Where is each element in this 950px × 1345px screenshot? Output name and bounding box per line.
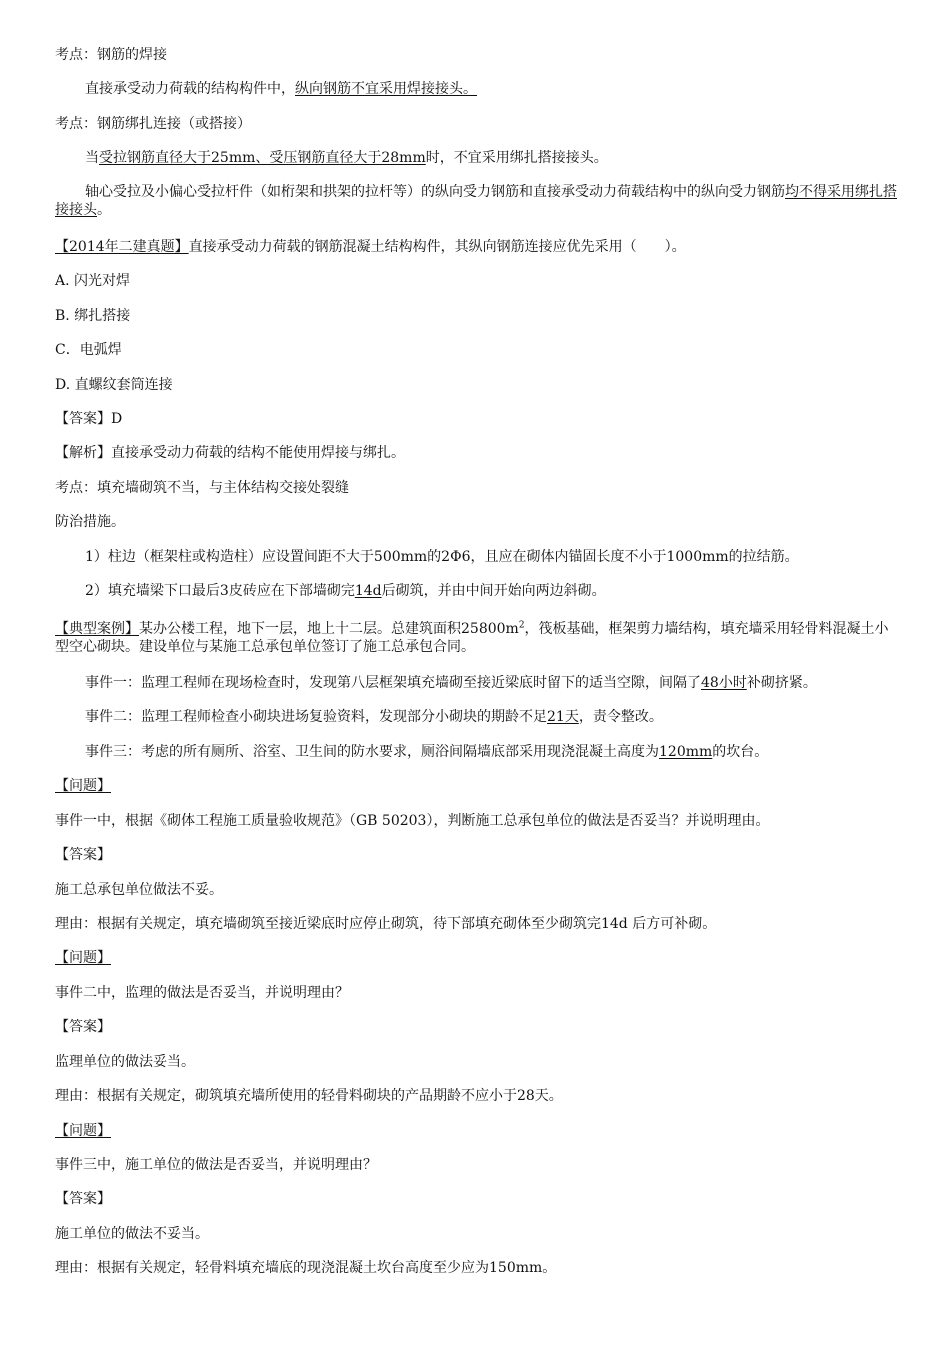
binding-rule-1 — [85, 149, 900, 167]
prevention-item-2 — [85, 582, 900, 600]
answer-1 — [55, 881, 900, 899]
question-1-text: 事件一中，根据《砌体工程施工质量验收规范》（GB 50203），判断施工总承包单位的做法是否妥当？并说明理由。 — [55, 813, 770, 829]
prevention-item-2-pre: 2）填充墙梁下口最后3皮砖应在下部墙砌完 — [85, 583, 355, 599]
answer-tag-2-text: 【答案】 — [55, 1019, 111, 1035]
question-3 — [55, 1156, 900, 1174]
exam-question-stem: 直接承受动力荷载的钢筋混凝土结构构件，其纵向钢筋连接应优先采用（ ）。 — [188, 239, 686, 255]
question-tag-3-text: 【问题】 — [55, 1123, 111, 1139]
exam-analysis-tag: 【解析】 — [55, 445, 111, 461]
exam-analysis — [55, 444, 900, 462]
welding-rule — [85, 80, 900, 98]
binding-rule-2-pre: 轴心受拉及小偏心受拉杆件（如桁架和拱架的拉杆等）的纵向受力钢筋和直接承受动力荷载结构中的纵向受力钢筋 — [85, 184, 785, 200]
question-tag-2 — [55, 949, 900, 967]
event-1-post: 补砌挤紧。 — [746, 675, 817, 691]
point-heading-welding — [55, 46, 900, 64]
reason-1-text: 理由：根据有关规定，填充墙砌筑至接近梁底时应停止砌筑，待下部填充砌体至少砌筑完14d 后方可补砌。 — [55, 916, 717, 932]
option-a-text: A. 闪光对焊 — [55, 273, 131, 289]
event-3-underlined: 120mm — [659, 744, 713, 760]
option-b-text: B. 绑扎搭接 — [55, 308, 131, 324]
question-tag-1-text: 【问题】 — [55, 778, 111, 794]
option-c — [55, 341, 900, 359]
prevention-item-2-underlined: 14d — [354, 583, 382, 599]
point-heading-binding-text: 考点：钢筋绑扎连接（或搭接） — [55, 116, 251, 132]
prevention-item-1-text: 1）柱边（框架柱或构造柱）应设置间距不大于500mm的2Φ6，且应在砌体内锚固长度不小于1000mm的拉结筋。 — [85, 549, 799, 565]
answer-2-text: 监理单位的做法妥当。 — [55, 1054, 195, 1070]
answer-tag-1-text: 【答案】 — [55, 847, 111, 863]
question-tag-2-text: 【问题】 — [55, 950, 111, 966]
event-3-post: 的坎台。 — [712, 744, 769, 760]
welding-rule-text: 直接承受动力荷载的结构构件中， — [85, 81, 295, 97]
reason-1 — [55, 915, 900, 933]
exam-answer — [55, 410, 900, 428]
event-3 — [85, 743, 900, 761]
case-intro — [55, 620, 900, 656]
case-tag: 【典型案例】 — [55, 621, 139, 637]
answer-tag-1 — [55, 846, 900, 864]
exam-analysis-text: 直接承受动力荷载的结构不能使用焊接与绑扎。 — [111, 445, 405, 461]
event-2-pre: 事件二：监理工程师检查小砌块进场复验资料，发现部分小砌块的期龄不足 — [85, 709, 547, 725]
exam-question — [55, 238, 900, 256]
binding-rule-2-underlined: 均不得采用绑扎搭接接头 — [55, 184, 897, 218]
question-3-text: 事件三中，施工单位的做法是否妥当，并说明理由？ — [55, 1157, 377, 1173]
exam-question-tag: 【2014年二建真题】 — [55, 239, 189, 255]
event-2 — [85, 708, 900, 726]
event-2-underlined: 21天 — [547, 709, 579, 725]
prevention-item-1 — [85, 548, 900, 566]
option-d — [55, 376, 900, 394]
binding-rule-1-underlined: 受拉钢筋直径大于25mm、受压钢筋直径大于28mm — [99, 150, 426, 166]
question-tag-1 — [55, 777, 900, 795]
point-heading-infill — [55, 479, 900, 497]
option-a — [55, 272, 900, 290]
prevention-heading — [55, 513, 900, 531]
event-1-underlined: 48小时 — [701, 675, 747, 691]
answer-2 — [55, 1053, 900, 1071]
case-intro-pre: 某办公楼工程，地下一层，地上十二层。总建筑面积25800m — [139, 621, 519, 637]
reason-2-text: 理由：根据有关规定，砌筑填充墙所使用的轻骨料砌块的产品期龄不应小于28天。 — [55, 1088, 563, 1104]
binding-rule-1-pre: 当 — [85, 150, 99, 166]
question-tag-3 — [55, 1122, 900, 1140]
prevention-item-2-post: 后砌筑，并由中间开始向两边斜砌。 — [381, 583, 606, 599]
question-2-text: 事件二中，监理的做法是否妥当，并说明理由？ — [55, 985, 349, 1001]
point-heading-welding-text: 考点：钢筋的焊接 — [55, 47, 167, 63]
reason-3 — [55, 1259, 900, 1277]
point-heading-binding — [55, 115, 900, 133]
option-b — [55, 307, 900, 325]
option-d-text: D. 直螺纹套筒连接 — [55, 377, 173, 393]
answer-1-text: 施工总承包单位做法不妥。 — [55, 882, 223, 898]
case-intro-post: ，筏板基础，框架剪力墙结构，填充墙采用轻骨料混凝土小型空心砌块。建设单位与某施工总承包单位签订了施工总承包合同。 — [55, 621, 889, 655]
point-heading-infill-text: 考点：填充墙砌筑不当，与主体结构交接处裂缝 — [55, 480, 349, 496]
binding-rule-1-post: 时，不宜采用绑扎搭接接头。 — [425, 150, 608, 166]
prevention-heading-text: 防治措施。 — [55, 514, 125, 530]
option-c-text: C．电弧焊 — [55, 342, 122, 358]
answer-3 — [55, 1225, 900, 1243]
answer-tag-3 — [55, 1190, 900, 1208]
question-1 — [55, 812, 900, 830]
answer-tag-2 — [55, 1018, 900, 1036]
binding-rule-2-post: 。 — [97, 202, 111, 218]
event-3-pre: 事件三：考虑的所有厕所、浴室、卫生间的防水要求，厕浴间隔墙底部采用现浇混凝土高度为 — [85, 744, 659, 760]
answer-3-text: 施工单位的做法不妥当。 — [55, 1226, 209, 1242]
answer-tag-3-text: 【答案】 — [55, 1191, 111, 1207]
question-2 — [55, 984, 900, 1002]
event-2-post: ，责令整改。 — [578, 709, 663, 725]
case-intro-superscript: 2 — [518, 620, 525, 631]
reason-2 — [55, 1087, 900, 1105]
reason-3-text: 理由：根据有关规定，轻骨料填充墙底的现浇混凝土坎台高度至少应为150mm。 — [55, 1260, 557, 1276]
welding-rule-underlined: 纵向钢筋不宜采用焊接接头。 — [295, 81, 477, 97]
exam-answer-text: 【答案】D — [55, 411, 123, 427]
event-1-pre: 事件一：监理工程师在现场检查时，发现第八层框架填充墙砌至接近梁底时留下的适当空隙，间隔了 — [85, 675, 701, 691]
binding-rule-2 — [55, 183, 900, 219]
event-1 — [85, 674, 900, 692]
